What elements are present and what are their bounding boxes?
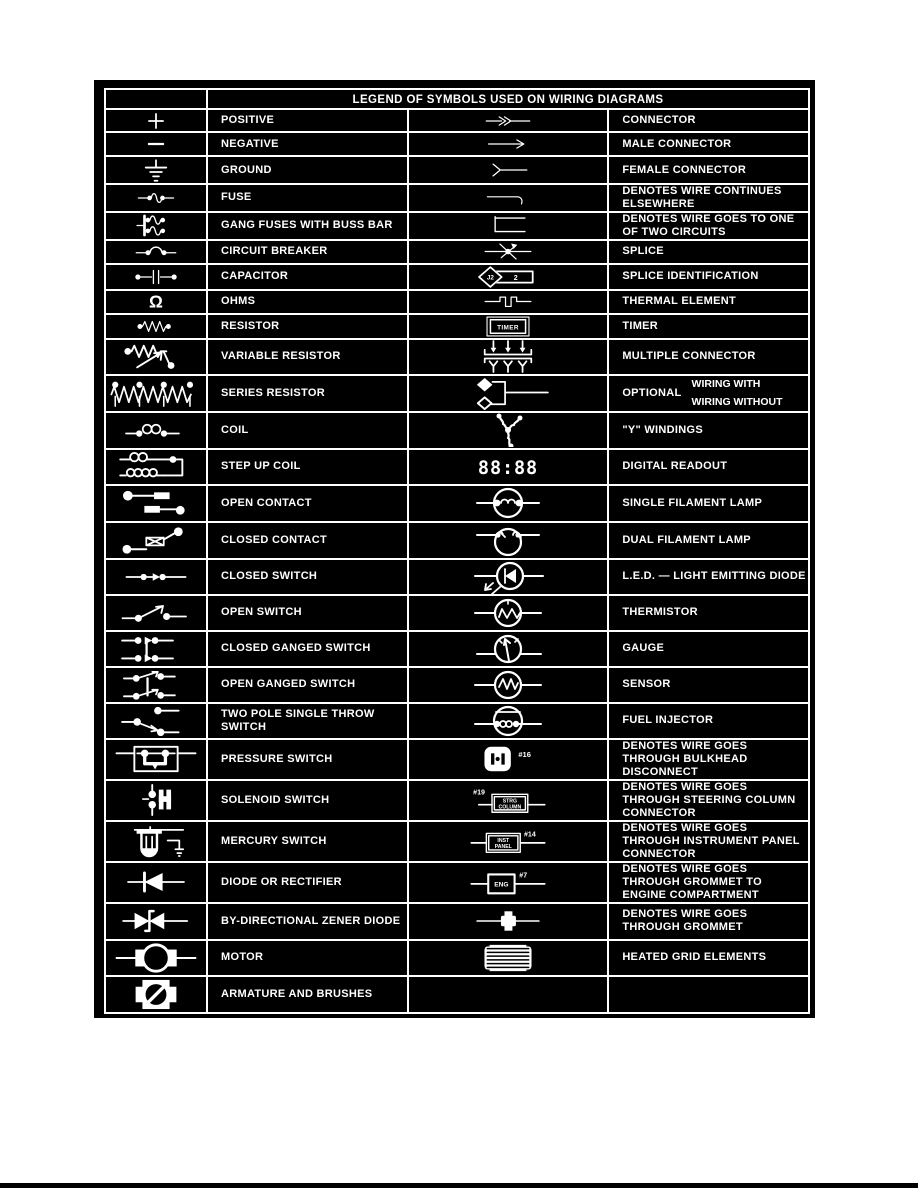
single-filament-lamp-icon: [463, 486, 553, 520]
ground-icon: [106, 158, 206, 183]
pressure-switch-icon: [106, 743, 206, 775]
ohms-icon: [106, 291, 206, 312]
symbol-label: OPEN SWITCH: [221, 606, 302, 619]
symbol-label: SENSOR: [622, 678, 671, 691]
table-row: [105, 314, 809, 339]
optional-wiring-label: [609, 378, 808, 408]
legend-board: [94, 80, 815, 1018]
symbol-label: DENOTES WIRE GOES TO ONE OF TWO CIRCUITS: [622, 212, 795, 238]
symbol-label: TIMER: [622, 319, 659, 332]
symbol-label: DENOTES WIRE CONTINUES ELSEWHERE: [622, 185, 782, 210]
svg-text:PANEL: PANEL: [494, 844, 512, 851]
wiring-with-label: WIRING WITH: [691, 378, 761, 391]
table-row: [105, 240, 809, 264]
wire-continues-icon: [463, 188, 553, 208]
svg-text:88:88: 88:88: [477, 457, 539, 479]
symbol-label: CLOSED CONTACT: [221, 533, 328, 546]
negative-icon: [106, 134, 206, 154]
closed-switch-icon: [106, 563, 206, 591]
open-switch-icon: [106, 598, 206, 628]
symbol-label: GAUGE: [622, 642, 665, 655]
diode-or-rectifier-icon: [106, 868, 206, 896]
symbol-label: CLOSED GANGED SWITCH: [221, 642, 371, 655]
one-of-two-circuits-icon: [463, 214, 553, 237]
optional-label: OPTIONAL: [622, 387, 682, 400]
table-row: [105, 780, 809, 821]
symbol-label: MALE CONNECTOR: [622, 137, 732, 150]
coil-icon: [106, 415, 206, 445]
motor-icon: [106, 942, 206, 974]
table-row: [105, 156, 809, 184]
heated-grid-icon: [463, 942, 553, 974]
two-pole-single-throw-switch-icon: [106, 705, 206, 737]
symbol-label: TWO POLE SINGLE THROW SWITCH: [221, 707, 375, 733]
svg-text:TIMER: TIMER: [497, 324, 519, 332]
symbol-label: DENOTES WIRE GOES THROUGH GROMMET TO ENGINE COMPARTMENT: [622, 862, 762, 901]
symbol-label: DENOTES WIRE GOES THROUGH GROMMET: [622, 908, 748, 933]
step-up-coil-icon: [106, 451, 206, 483]
bidirectional-zener-diode-icon: [106, 907, 206, 935]
open-contact-icon: [106, 487, 206, 520]
multiple-connector-icon: [463, 340, 553, 373]
symbol-label: DIGITAL READOUT: [622, 460, 728, 473]
symbol-label: HEATED GRID ELEMENTS: [622, 951, 767, 964]
symbol-label: THERMISTOR: [622, 606, 698, 619]
symbol-label: PRESSURE SWITCH: [221, 752, 333, 765]
svg-text:COLUMN: COLUMN: [498, 804, 522, 811]
table-row: [105, 264, 809, 290]
y-windings-icon: [463, 413, 553, 447]
bulkhead-disconnect-icon: [463, 743, 553, 775]
timer-icon: [463, 315, 553, 338]
gauge-icon: [463, 632, 553, 666]
symbol-label: ARMATURE AND BRUSHES: [221, 987, 373, 1000]
table-row: [105, 449, 809, 485]
table-row: [105, 212, 809, 240]
fuse-icon: [106, 188, 206, 208]
scan-edge-line: [0, 1183, 918, 1188]
solenoid-switch-icon: [106, 784, 206, 816]
circuit-breaker-icon: [106, 241, 206, 262]
svg-text:J2: J2: [486, 274, 494, 282]
table-row: [105, 485, 809, 522]
table-row: [105, 667, 809, 703]
fuel-injector-icon: [463, 704, 553, 738]
table-row: [105, 631, 809, 667]
thermistor-icon: [463, 596, 553, 630]
symbol-label: SPLICE IDENTIFICATION: [622, 270, 759, 283]
empty-symbol-cell: [408, 976, 609, 1013]
grommet-icon: [463, 906, 553, 936]
table-row: [105, 976, 809, 1013]
armature-and-brushes-icon: [106, 978, 206, 1011]
closed-ganged-switch-icon: [106, 633, 206, 665]
svg-text:#7: #7: [519, 872, 528, 880]
digital-readout-icon: [463, 452, 553, 482]
symbol-label: COIL: [221, 423, 249, 436]
open-ganged-switch-icon: [106, 669, 206, 701]
table-row: [105, 595, 809, 631]
resistor-icon: [106, 316, 206, 337]
svg-text:#16: #16: [518, 750, 531, 760]
optional-wiring-icon: [463, 376, 553, 411]
table-row: [105, 903, 809, 940]
page-title: LEGEND OF SYMBOLS USED ON WIRING DIAGRAMS: [352, 94, 664, 106]
svg-text:INST: INST: [497, 838, 510, 845]
svg-text:#19: #19: [473, 789, 485, 797]
positive-icon: [106, 111, 206, 131]
symbol-label: "Y" WINDINGS: [622, 423, 703, 436]
male-connector-icon: [463, 134, 553, 154]
splice-identification-icon: [463, 265, 553, 289]
symbol-label: SOLENOID SWITCH: [221, 793, 330, 806]
symbol-label: THERMAL ELEMENT: [622, 295, 736, 308]
header-empty-cell: [105, 89, 207, 109]
svg-text:2: 2: [513, 274, 518, 282]
symbol-label: DIODE OR RECTIFIER: [221, 875, 342, 888]
symbol-label: OPEN CONTACT: [221, 496, 312, 509]
symbol-label: NEGATIVE: [221, 137, 279, 150]
table-row: [105, 290, 809, 314]
steering-column-connector-icon: [463, 784, 553, 816]
legend-table: [104, 88, 810, 1014]
symbol-label: SINGLE FILAMENT LAMP: [622, 496, 763, 509]
symbol-label: DENOTES WIRE GOES THROUGH STEERING COLUMN CONNECTOR: [622, 780, 796, 819]
sensor-icon: [463, 668, 553, 702]
table-header-row: [105, 89, 809, 109]
table-row: [105, 821, 809, 862]
symbol-label: GROUND: [221, 163, 272, 176]
symbol-label: CAPACITOR: [221, 270, 289, 283]
table-row: [105, 109, 809, 132]
svg-text:STRG: STRG: [502, 798, 518, 805]
splice-icon: [463, 241, 553, 262]
table-row: [105, 862, 809, 903]
instrument-panel-connector-icon: [463, 825, 553, 857]
symbol-label: SERIES RESISTOR: [221, 386, 325, 399]
svg-text:ENG: ENG: [494, 881, 509, 889]
table-row: [105, 559, 809, 595]
led-icon: [463, 560, 553, 594]
symbol-label: MULTIPLE CONNECTOR: [622, 350, 756, 363]
table-row: [105, 739, 809, 780]
symbol-label: POSITIVE: [221, 114, 275, 127]
symbol-label: OHMS: [221, 295, 256, 308]
table-row: [105, 375, 809, 412]
dual-filament-lamp-icon: [463, 523, 553, 557]
table-row: [105, 940, 809, 976]
table-row: [105, 412, 809, 449]
symbol-label: OPEN GANGED SWITCH: [221, 678, 356, 691]
table-row: [105, 522, 809, 559]
symbol-label: FUSE: [221, 191, 252, 204]
closed-contact-icon: [106, 524, 206, 557]
symbol-label: MERCURY SWITCH: [221, 834, 327, 847]
table-row: [105, 184, 809, 212]
gang-fuses-icon: [106, 214, 206, 237]
capacitor-icon: [106, 266, 206, 288]
thermal-element-icon: [463, 291, 553, 312]
svg-text:Ω: Ω: [149, 292, 163, 313]
table-row: [105, 339, 809, 375]
symbol-label: BY-DIRECTIONAL ZENER DIODE: [221, 914, 401, 927]
mercury-switch-icon: [106, 825, 206, 858]
symbol-label: FEMALE CONNECTOR: [622, 163, 747, 176]
empty-label-cell: [608, 976, 809, 1013]
symbol-label: DENOTES WIRE GOES THROUGH INSTRUMENT PANEL CONNECTOR: [622, 821, 800, 860]
svg-text:#14: #14: [523, 831, 536, 839]
symbol-label: L.E.D. — LIGHT EMITTING DIODE: [622, 570, 806, 583]
symbol-label: STEP UP COIL: [221, 460, 301, 473]
symbol-label: RESISTOR: [221, 319, 280, 332]
symbol-label: CIRCUIT BREAKER: [221, 245, 328, 258]
symbol-label: FUEL INJECTOR: [622, 714, 714, 727]
table-row: [105, 703, 809, 739]
symbol-label: CLOSED SWITCH: [221, 570, 318, 583]
variable-resistor-icon: [106, 341, 206, 373]
wiring-without-label: WIRING WITHOUT: [691, 396, 783, 409]
symbol-label: DUAL FILAMENT LAMP: [622, 533, 751, 546]
connector-icon: [463, 111, 553, 131]
symbol-label: VARIABLE RESISTOR: [221, 350, 341, 363]
symbol-label: CONNECTOR: [622, 114, 696, 127]
female-connector-icon: [463, 159, 553, 181]
table-title-cell: [207, 89, 809, 109]
series-resistor-icon: [106, 377, 206, 410]
table-row: [105, 132, 809, 156]
engine-grommet-icon: [463, 866, 553, 898]
symbol-label: SPLICE: [622, 245, 664, 258]
symbol-label: MOTOR: [221, 951, 264, 964]
symbol-label: GANG FUSES WITH BUSS BAR: [221, 219, 393, 232]
symbol-label: DENOTES WIRE GOES THROUGH BULKHEAD DISCONNECT: [622, 739, 748, 778]
